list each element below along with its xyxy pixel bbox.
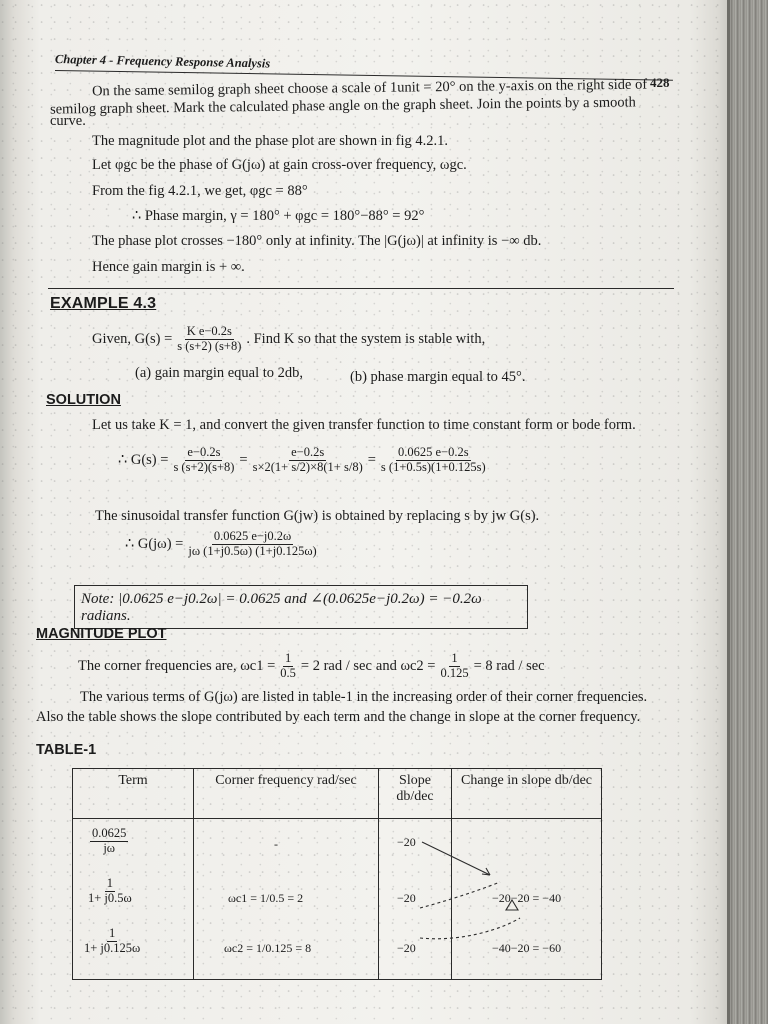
term-row-3 [82, 927, 142, 956]
example-title: EXAMPLE 4.3 [50, 295, 157, 312]
section-rule [48, 288, 674, 289]
from-fig: From the fig 4.2.1, we get, φgc = 88° [92, 183, 308, 199]
solution-title: SOLUTION [46, 392, 121, 408]
intro-line-3: curve. [50, 113, 86, 129]
given-prefix: Given, G(s) = [92, 330, 173, 347]
triangle-marker [506, 900, 518, 910]
gjw-equation [125, 530, 322, 559]
phase-margin: ∴ Phase margin, γ = 180° + φgc = 180°−88° = 92° [132, 208, 425, 224]
term-2-den: 1+ j0.5ω [88, 890, 132, 905]
gs-num-1: e−0.2s [187, 445, 221, 459]
wc1-fraction [278, 652, 298, 681]
dotted-arrow-row2 [420, 882, 500, 908]
slope-arrows-overlay [380, 830, 580, 950]
chapter-title: Chapter 4 - Frequency Response Analysis [54, 52, 271, 71]
gs-den-3: s (1+0.5s)(1+0.125s) [380, 459, 486, 474]
corner-frequencies [78, 652, 545, 681]
corner-row-2: ωc1 = 1/0.5 = 2 [228, 891, 304, 905]
wc2-num: 1 [451, 651, 458, 665]
magnitude-title: MAGNITUDE PLOT [36, 626, 167, 642]
gs-equals-1: = [239, 451, 248, 468]
book-spine [728, 0, 768, 1024]
dotted-arrow-row3 [420, 918, 520, 939]
gs-equation [118, 446, 491, 475]
corner-cell [194, 819, 379, 980]
wc2-den: 0.125 [440, 665, 469, 680]
wc1-num: 1 [284, 651, 292, 665]
arrow-row1-to-change [422, 842, 490, 875]
gjw-lhs: ∴ G(jω) = [125, 535, 184, 552]
gs-num-3: 0.0625 e−0.2s [397, 445, 469, 459]
table-label: TABLE-1 [36, 742, 97, 758]
wc2-value: = 8 rad / sec [473, 657, 545, 674]
intro-line-2: semilog graph sheet. Mark the calculated phase angle on the graph sheet. Join the points by a smooth [49, 94, 636, 118]
header-corner: Corner frequency rad/sec [194, 769, 379, 819]
term-1-num: 0.0625 [92, 826, 127, 840]
wc1-value: = 2 rad / sec [300, 657, 372, 674]
change-row-3: −40−20 = −60 [492, 941, 562, 955]
let-phi: Let φgc be the phase of G(jω) at gain cross-over frequency, ωgc. [92, 157, 467, 173]
slope-row-2: −20 [397, 891, 416, 905]
plots-shown: The magnitude plot and the phase plot are shown in fig 4.2.1. [92, 133, 448, 149]
term-3-den: 1+ j0.125ω [84, 940, 141, 955]
header-term: Term [73, 769, 194, 819]
given-equation [92, 325, 485, 354]
header-change: Change in slope db/dec [452, 769, 602, 819]
gs-fraction-3 [379, 446, 488, 475]
gs-lhs: ∴ G(s) = [118, 451, 169, 468]
gs-num-2: e−0.2s [291, 445, 325, 459]
given-numerator: K e−0.2s [186, 324, 232, 338]
sinusoidal-text: The sinusoidal transfer function G(jw) is obtained by replacing s by jw G(s). [95, 508, 540, 524]
header-slope: Slope db/dec [379, 769, 452, 819]
term-row-2 [86, 877, 134, 906]
phase-crosses: The phase plot crosses −180° only at infinity. The |G(jω)| at infinity is −∞ db. [92, 233, 542, 249]
gain-margin: Hence gain margin is + ∞. [92, 259, 245, 275]
gjw-den: jω (1+j0.5ω) (1+j0.125ω) [188, 543, 317, 558]
slope-row-1: −20 [397, 835, 416, 849]
let-us-take: Let us take K = 1, and convert the given transfer function to time constant form or bode form. [92, 417, 636, 433]
gs-den-2: s×2(1+ s/2)×8(1+ s/8) [252, 459, 363, 474]
gjw-fraction [186, 530, 318, 559]
condition-a: (a) gain margin equal to 2db, [135, 365, 304, 381]
given-denominator: s (s+2) (s+8) [177, 338, 242, 353]
corner-prefix: The corner frequencies are, ωc1 = [78, 657, 276, 674]
page-number: 428 [650, 75, 670, 90]
term-3-num: 1 [109, 926, 116, 940]
corner-row-1: - [274, 837, 278, 851]
change-row-2: −20−20 = −40 [492, 891, 562, 905]
table-header-row [73, 769, 602, 819]
term-2-num: 1 [106, 876, 113, 890]
given-suffix: . Find K so that the system is stable with, [246, 330, 486, 347]
term-row-1 [90, 827, 128, 856]
wc2-fraction [438, 652, 470, 681]
wc1-den: 0.5 [280, 665, 296, 680]
various-terms: The various terms of G(jω) are listed in table-1 in the increasing order of their corner frequencies. [80, 689, 648, 705]
gs-fraction-2 [251, 446, 365, 475]
gjw-num: 0.0625 e−j0.2ω [213, 529, 292, 543]
slope-row-3: −20 [397, 941, 416, 955]
note-box: Note: |0.0625 e−j0.2ω| = 0.0625 and ∠(0.0625e−j0.2ω) = −0.2ω radians. [74, 585, 528, 629]
gs-fraction-1 [171, 446, 236, 475]
term-1-den: jω [103, 840, 116, 855]
gs-den-1: s (s+2)(s+8) [173, 459, 235, 474]
term-cell [73, 819, 194, 980]
corner-row-3: ωc2 = 1/0.125 = 8 [224, 941, 312, 955]
and-text: and ωc2 = [375, 657, 436, 674]
gs-equals-2: = [367, 451, 376, 468]
also-table: Also the table shows the slope contributed by each term and the change in slope at the corner frequency. [36, 709, 641, 725]
intro-line-1: On the same semilog graph sheet choose a scale of 1unit = 20° on the y-axis on the right side of [91, 76, 648, 100]
condition-b: (b) phase margin equal to 45°. [350, 369, 526, 385]
given-fraction [175, 325, 243, 354]
